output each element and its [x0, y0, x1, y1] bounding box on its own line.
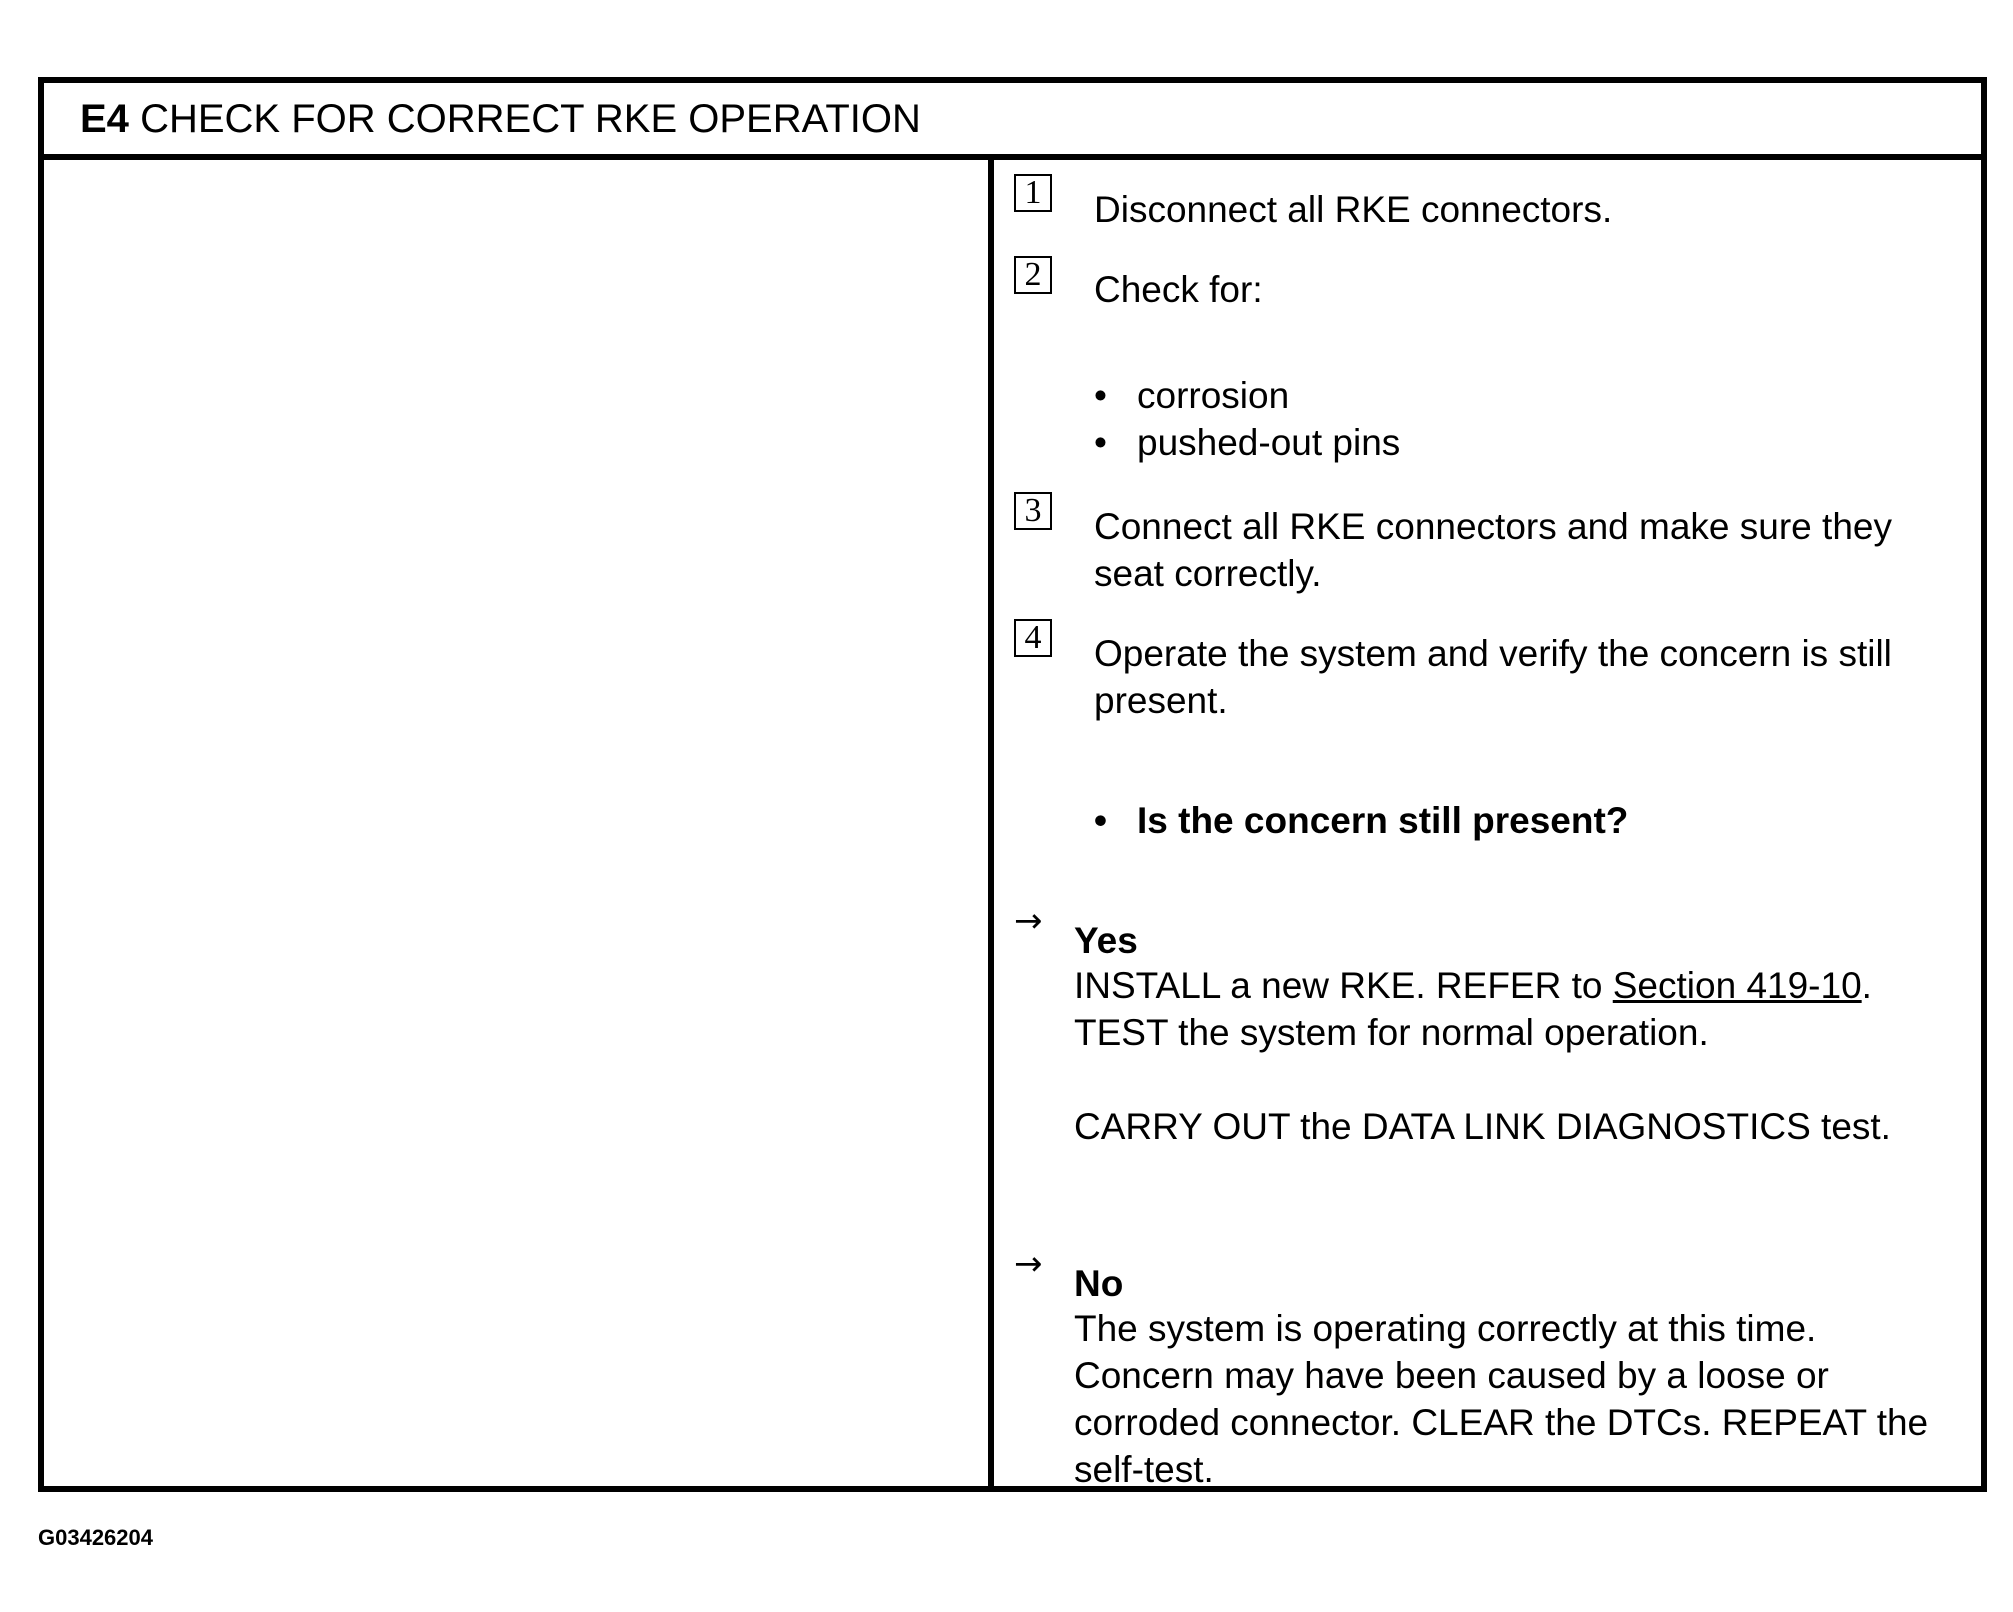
step-3-text: Connect all RKE connectors and make sure they seat correctly.	[1094, 506, 1892, 594]
step-number-box-2: 2	[1014, 256, 1052, 294]
list-item: • pushed-out pins	[1094, 419, 1400, 466]
yes-text-2: CARRY OUT the DATA LINK DIAGNOSTICS test.	[1074, 1106, 1891, 1147]
arrow-right-icon: →	[1014, 901, 1043, 941]
question-text: • Is the concern still present?	[1094, 797, 1628, 844]
instructions-panel	[994, 160, 1981, 1490]
yes-text-before: INSTALL a new RKE. REFER to	[1074, 965, 1613, 1006]
no-label: No	[1074, 1263, 1124, 1304]
list-item: • corrosion	[1094, 372, 1400, 419]
step-4-text: Operate the system and verify the concern is still present.	[1094, 633, 1892, 721]
check-list	[1094, 372, 1400, 466]
illustration-panel	[44, 160, 994, 1486]
no-text: The system is operating correctly at this time. Concern may have been caused by a loose or corroded connector. CLEAR the DTCs. REPEAT the self-test.	[1074, 1308, 1929, 1490]
step-1-text: Disconnect all RKE connectors.	[1094, 189, 1613, 230]
question-list	[1094, 797, 1628, 844]
yes-label: Yes	[1074, 920, 1138, 961]
step-code: E4	[80, 97, 129, 141]
yes-text-after: . TEST the system for normal operation.	[1074, 965, 1872, 1053]
step-number-box-4: 4	[1014, 619, 1052, 657]
yes-text	[1074, 962, 1954, 1056]
arrow-right-icon: →	[1014, 1244, 1043, 1284]
step-number-box-1: 1	[1014, 174, 1052, 212]
page-title	[80, 97, 921, 142]
step-2-text: Check for:	[1094, 269, 1263, 310]
title-text: CHECK FOR CORRECT RKE OPERATION	[140, 97, 921, 141]
title-row	[44, 83, 1981, 160]
procedure-table	[38, 77, 1987, 1492]
step-number-box-3: 3	[1014, 492, 1052, 530]
section-link[interactable]: Section 419-10	[1612, 965, 1862, 1006]
figure-id: G03426204	[38, 1525, 153, 1550]
